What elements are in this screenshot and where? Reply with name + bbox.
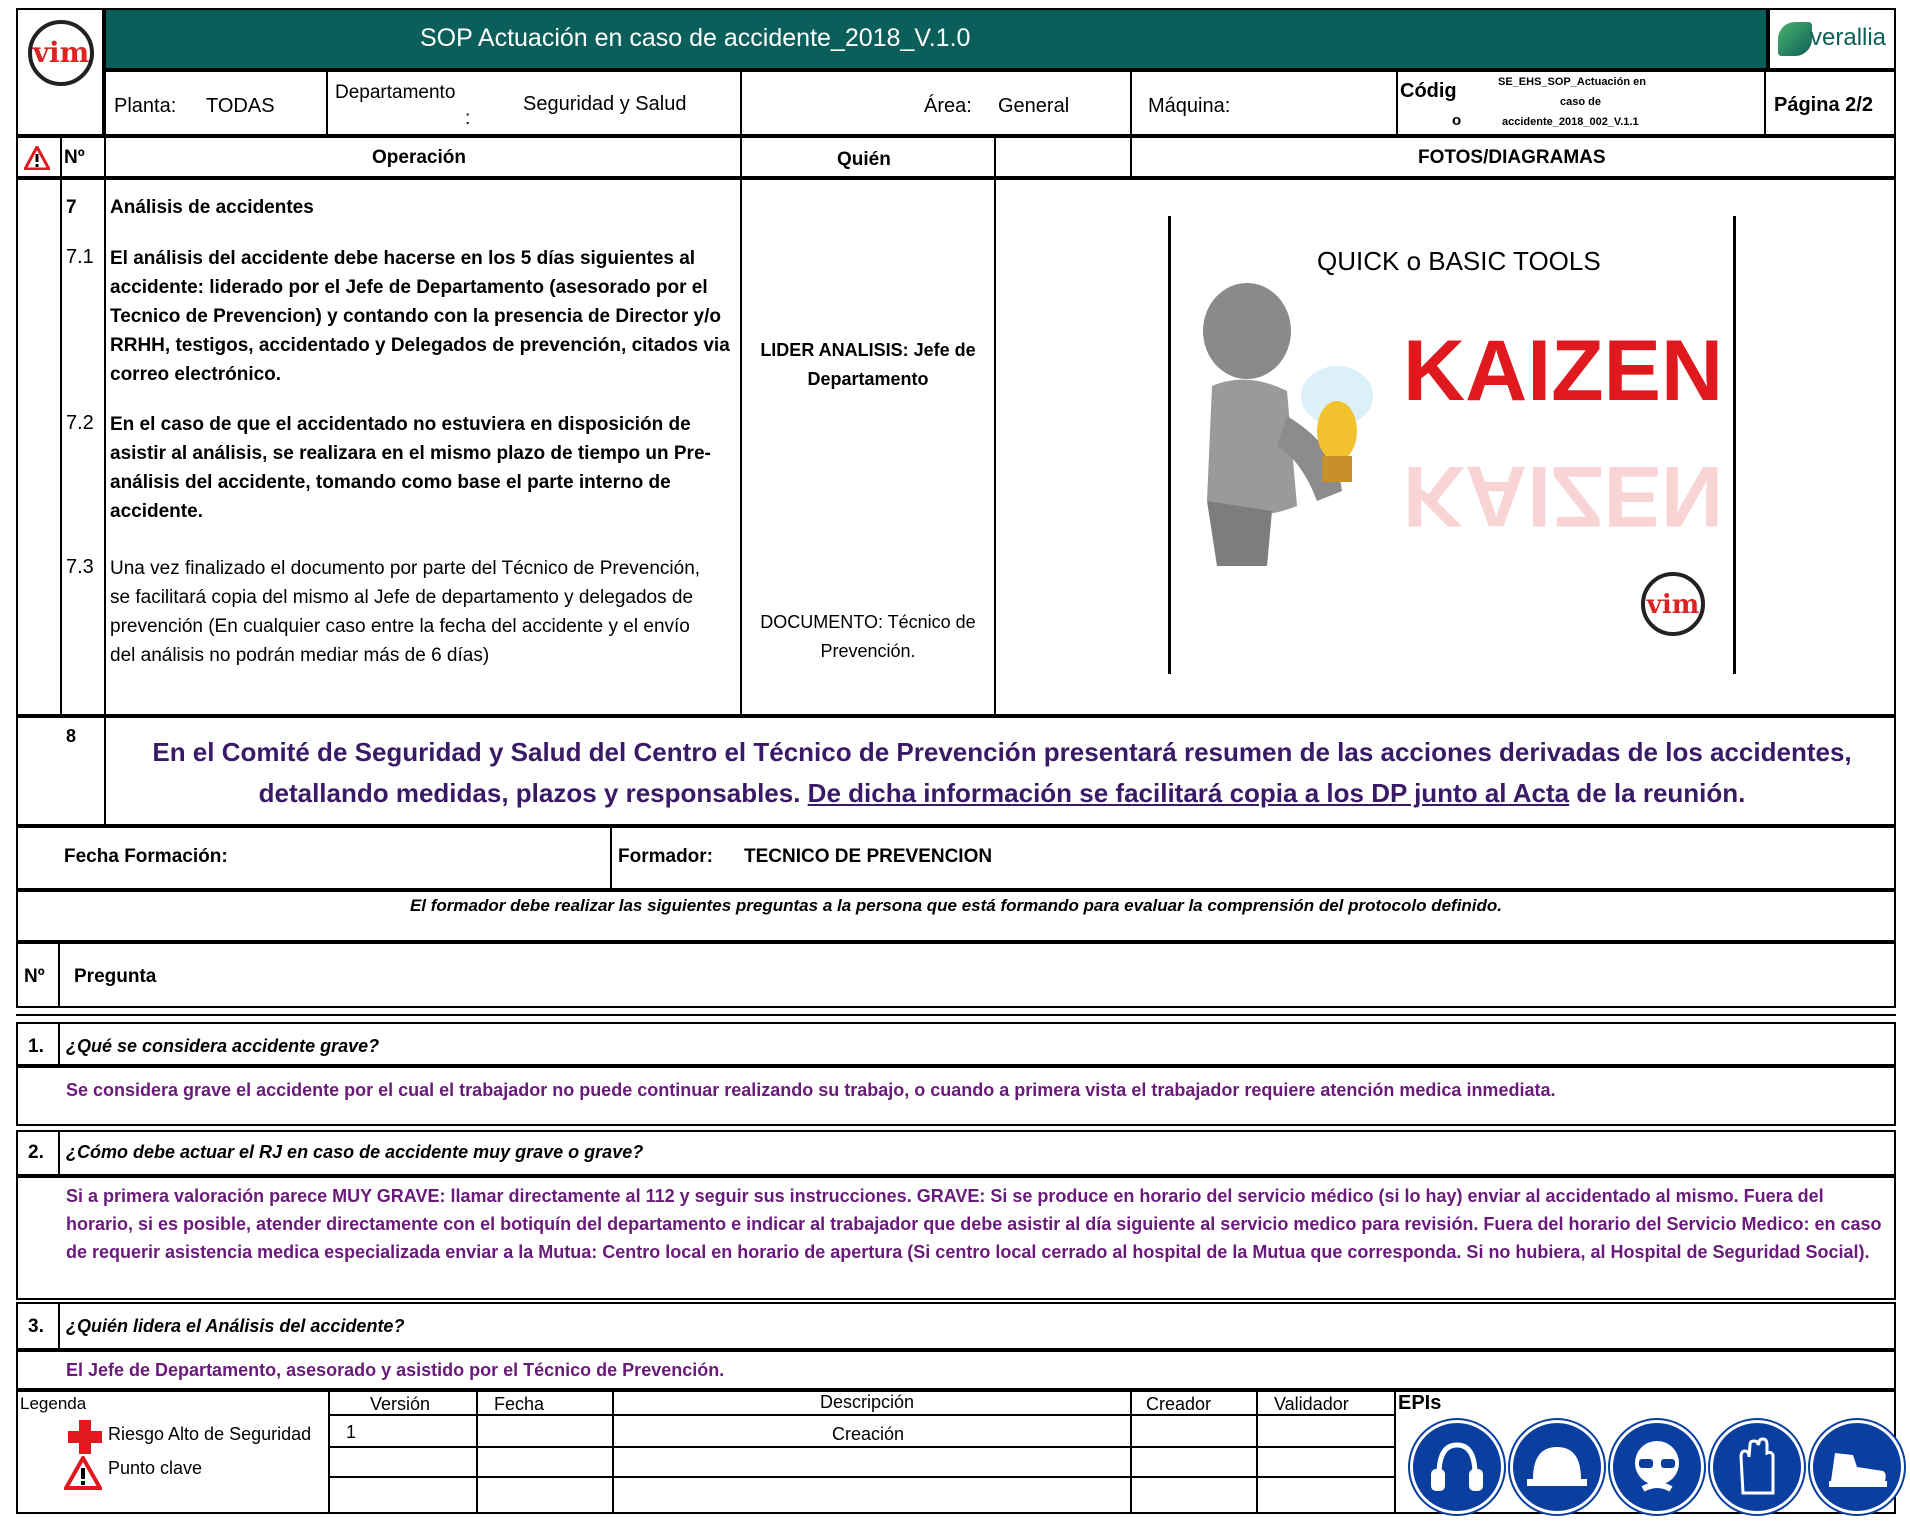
kaizen-reflection: KAIZEN	[1403, 448, 1724, 544]
codigo-label-1: Códig	[1400, 80, 1457, 102]
vim-logo	[28, 20, 94, 86]
planta-value: TODAS	[206, 95, 275, 117]
title-bar	[104, 8, 1768, 70]
planta-label: Planta:	[114, 95, 177, 117]
item-7-2-text: En el caso de que el accidentado no estuviera en disposición de asistir al análisis, se realizara en el mismo plazo de tiempo un Pre-análisis del accidente, tomando como base el parte interno de accidente.	[110, 414, 711, 522]
quien-lider: LIDER ANALISIS: Jefe de Departamento	[760, 340, 976, 389]
table-header-fecha: Fecha	[494, 1394, 545, 1414]
kaizen-caption: QUICK o BASIC TOOLS	[1317, 246, 1601, 276]
item-7-1-text: El análisis del accidente debe hacerse en los 5 días siguientes al accidente: liderado por el Jefe de Departamento (asesorado por el Tecnico de Prevencion) y contando con la presencia de Director y/o RRHH, testigos, accidentado y Delegados de prevención, citados via correo electrónico.	[110, 248, 730, 385]
col-n: Nº	[64, 147, 85, 168]
vim-logo-text: vim	[32, 36, 90, 69]
codigo-label-2: o	[1452, 112, 1462, 129]
table-row1-descripcion: Creación	[832, 1424, 905, 1444]
table-header-descripcion: Descripción	[820, 1392, 915, 1412]
question-2-text: ¿Cómo debe actuar el RJ en caso de accidente muy grave o grave?	[66, 1142, 644, 1162]
codigo-value-3: accidente_2018_002_V.1.1	[1502, 116, 1639, 128]
verallia-logo-cell	[1768, 8, 1896, 70]
question-2-number: 2.	[28, 1142, 44, 1163]
item-7-3-text: Una vez finalizado el documento por parte del Técnico de Prevención, se facilitará copia del mismo al Jefe de departamento y delegados de prevención (En cualquier caso entre la fecha del accidente y el envío del análisis no podrán mediar más de 6 días)	[110, 558, 701, 666]
codigo-value-2: caso de	[1560, 96, 1601, 108]
vim-logo-small	[1641, 572, 1705, 636]
question-1-number: 1.	[28, 1036, 44, 1057]
fecha-formacion-label: Fecha Formación:	[64, 846, 228, 867]
kaizen-image	[1168, 216, 1736, 674]
table-header-version: Versión	[370, 1394, 431, 1414]
page-number: Página 2/2	[1774, 94, 1873, 116]
answer-1-text: Se considera grave el accidente por el cual el trabajador no puede continuar realizando su trabajo, o cuando a primera vista el trabajador requiere atención medica inmediata.	[66, 1080, 1556, 1100]
section8-number: 8	[66, 726, 77, 746]
safety-glasses-icon	[1610, 1420, 1704, 1514]
section8-text	[112, 732, 1892, 814]
table-row1-version: 1	[346, 1422, 357, 1442]
question-3-number: 3.	[28, 1316, 44, 1337]
item-7-2-number: 7.2	[66, 412, 94, 434]
column-header-row	[16, 136, 1896, 178]
vim-logo-small-text: vim	[1646, 590, 1700, 620]
question-3-text: ¿Quién lidera el Análisis del accidente?	[66, 1316, 405, 1336]
formador-label: Formador:	[618, 846, 713, 867]
area-value: General	[998, 95, 1070, 117]
codigo-value-1: SE_EHS_SOP_Actuación en	[1498, 76, 1646, 88]
col-quien: Quién	[837, 149, 891, 170]
ear-protection-icon	[1410, 1420, 1504, 1514]
question-1-text: ¿Qué se considera accidente grave?	[66, 1036, 380, 1056]
warning-triangle-icon	[24, 146, 50, 170]
pregunta-header: Pregunta	[74, 966, 157, 987]
document-title: SOP Actuación en caso de accidente_2018_V.1.0	[420, 24, 971, 52]
epis-label: EPIs	[1398, 1392, 1442, 1414]
legend-punto: Punto clave	[108, 1458, 203, 1478]
answer-2-text: Si a primera valoración parece MUY GRAVE: llamar directamente al 112 y seguir sus instrucciones. GRAVE: Si se produce en horario del servicio médico (si lo hay) enviar al accidentado al mismo. Fuera del horario, si es posible, atender directamente con el botiquín del departamento e indicar al trabajador que debe asistir al día siguiente al servicio medico para revisión. Fuera del horario del Servicio Medico: en caso de requerir asistencia medica especializada enviar a la Mutua: Centro local en horario de apertura (Si centro local cerrado al hospital de la Mutua que corresponda. Si no hubiera, al Hospital de Seguridad Social).	[66, 1186, 1882, 1262]
helmet-icon	[1510, 1420, 1604, 1514]
section7-number: 7	[66, 197, 77, 218]
legend-riesgo: Riesgo Alto de Seguridad	[108, 1424, 312, 1444]
pregunta-n-header: Nº	[24, 966, 45, 987]
red-cross-icon	[68, 1420, 102, 1454]
area-label: Área:	[924, 95, 972, 117]
section7-title: Análisis de accidentes	[110, 197, 314, 218]
quien-documento: DOCUMENTO: Técnico de Prevención.	[760, 612, 976, 661]
departamento-value: Seguridad y Salud	[523, 93, 687, 115]
verallia-leaf-icon	[1778, 22, 1812, 56]
item-7-1-number: 7.1	[66, 246, 94, 268]
col-operacion: Operación	[372, 147, 466, 168]
table-header-validador: Validador	[1274, 1394, 1349, 1414]
safety-shoes-icon	[1810, 1420, 1904, 1514]
table-header-creador: Creador	[1146, 1394, 1212, 1414]
item-7-3-number: 7.3	[66, 556, 94, 578]
gloves-icon	[1710, 1420, 1804, 1514]
maquina-label: Máquina:	[1148, 95, 1231, 117]
legend-title: Legenda	[20, 1394, 87, 1413]
departamento-colon: :	[465, 108, 471, 129]
kaizen-word: KAIZEN	[1403, 323, 1724, 419]
section8-text-part2: de la reunión.	[1569, 778, 1746, 808]
formador-value: TECNICO DE PREVENCION	[744, 846, 993, 867]
answer-3-text: El Jefe de Departamento, asesorado y asistido por el Técnico de Prevención.	[66, 1360, 725, 1380]
section8-text-part1: En el Comité de Seguridad y Salud del Centro el Técnico de Prevención presentará resumen de las acciones derivadas de los accidentes, detallando medidas, plazos y responsables.	[152, 737, 1852, 808]
thinking-figure-icon	[1177, 276, 1397, 576]
departamento-label: Departamento	[335, 82, 456, 103]
training-instruction: El formador debe realizar las siguientes preguntas a la persona que está formando para evaluar la comprensión del protocolo definido.	[409, 896, 1503, 915]
verallia-logo-text: verallia	[1810, 24, 1887, 51]
col-fotos: FOTOS/DIAGRAMAS	[1418, 147, 1606, 168]
section8-text-underlined: De dicha información se facilitará copia a los DP junto al Acta	[807, 778, 1570, 808]
warning-triangle-icon	[64, 1456, 102, 1490]
pregunta-header-row	[16, 942, 1896, 1008]
